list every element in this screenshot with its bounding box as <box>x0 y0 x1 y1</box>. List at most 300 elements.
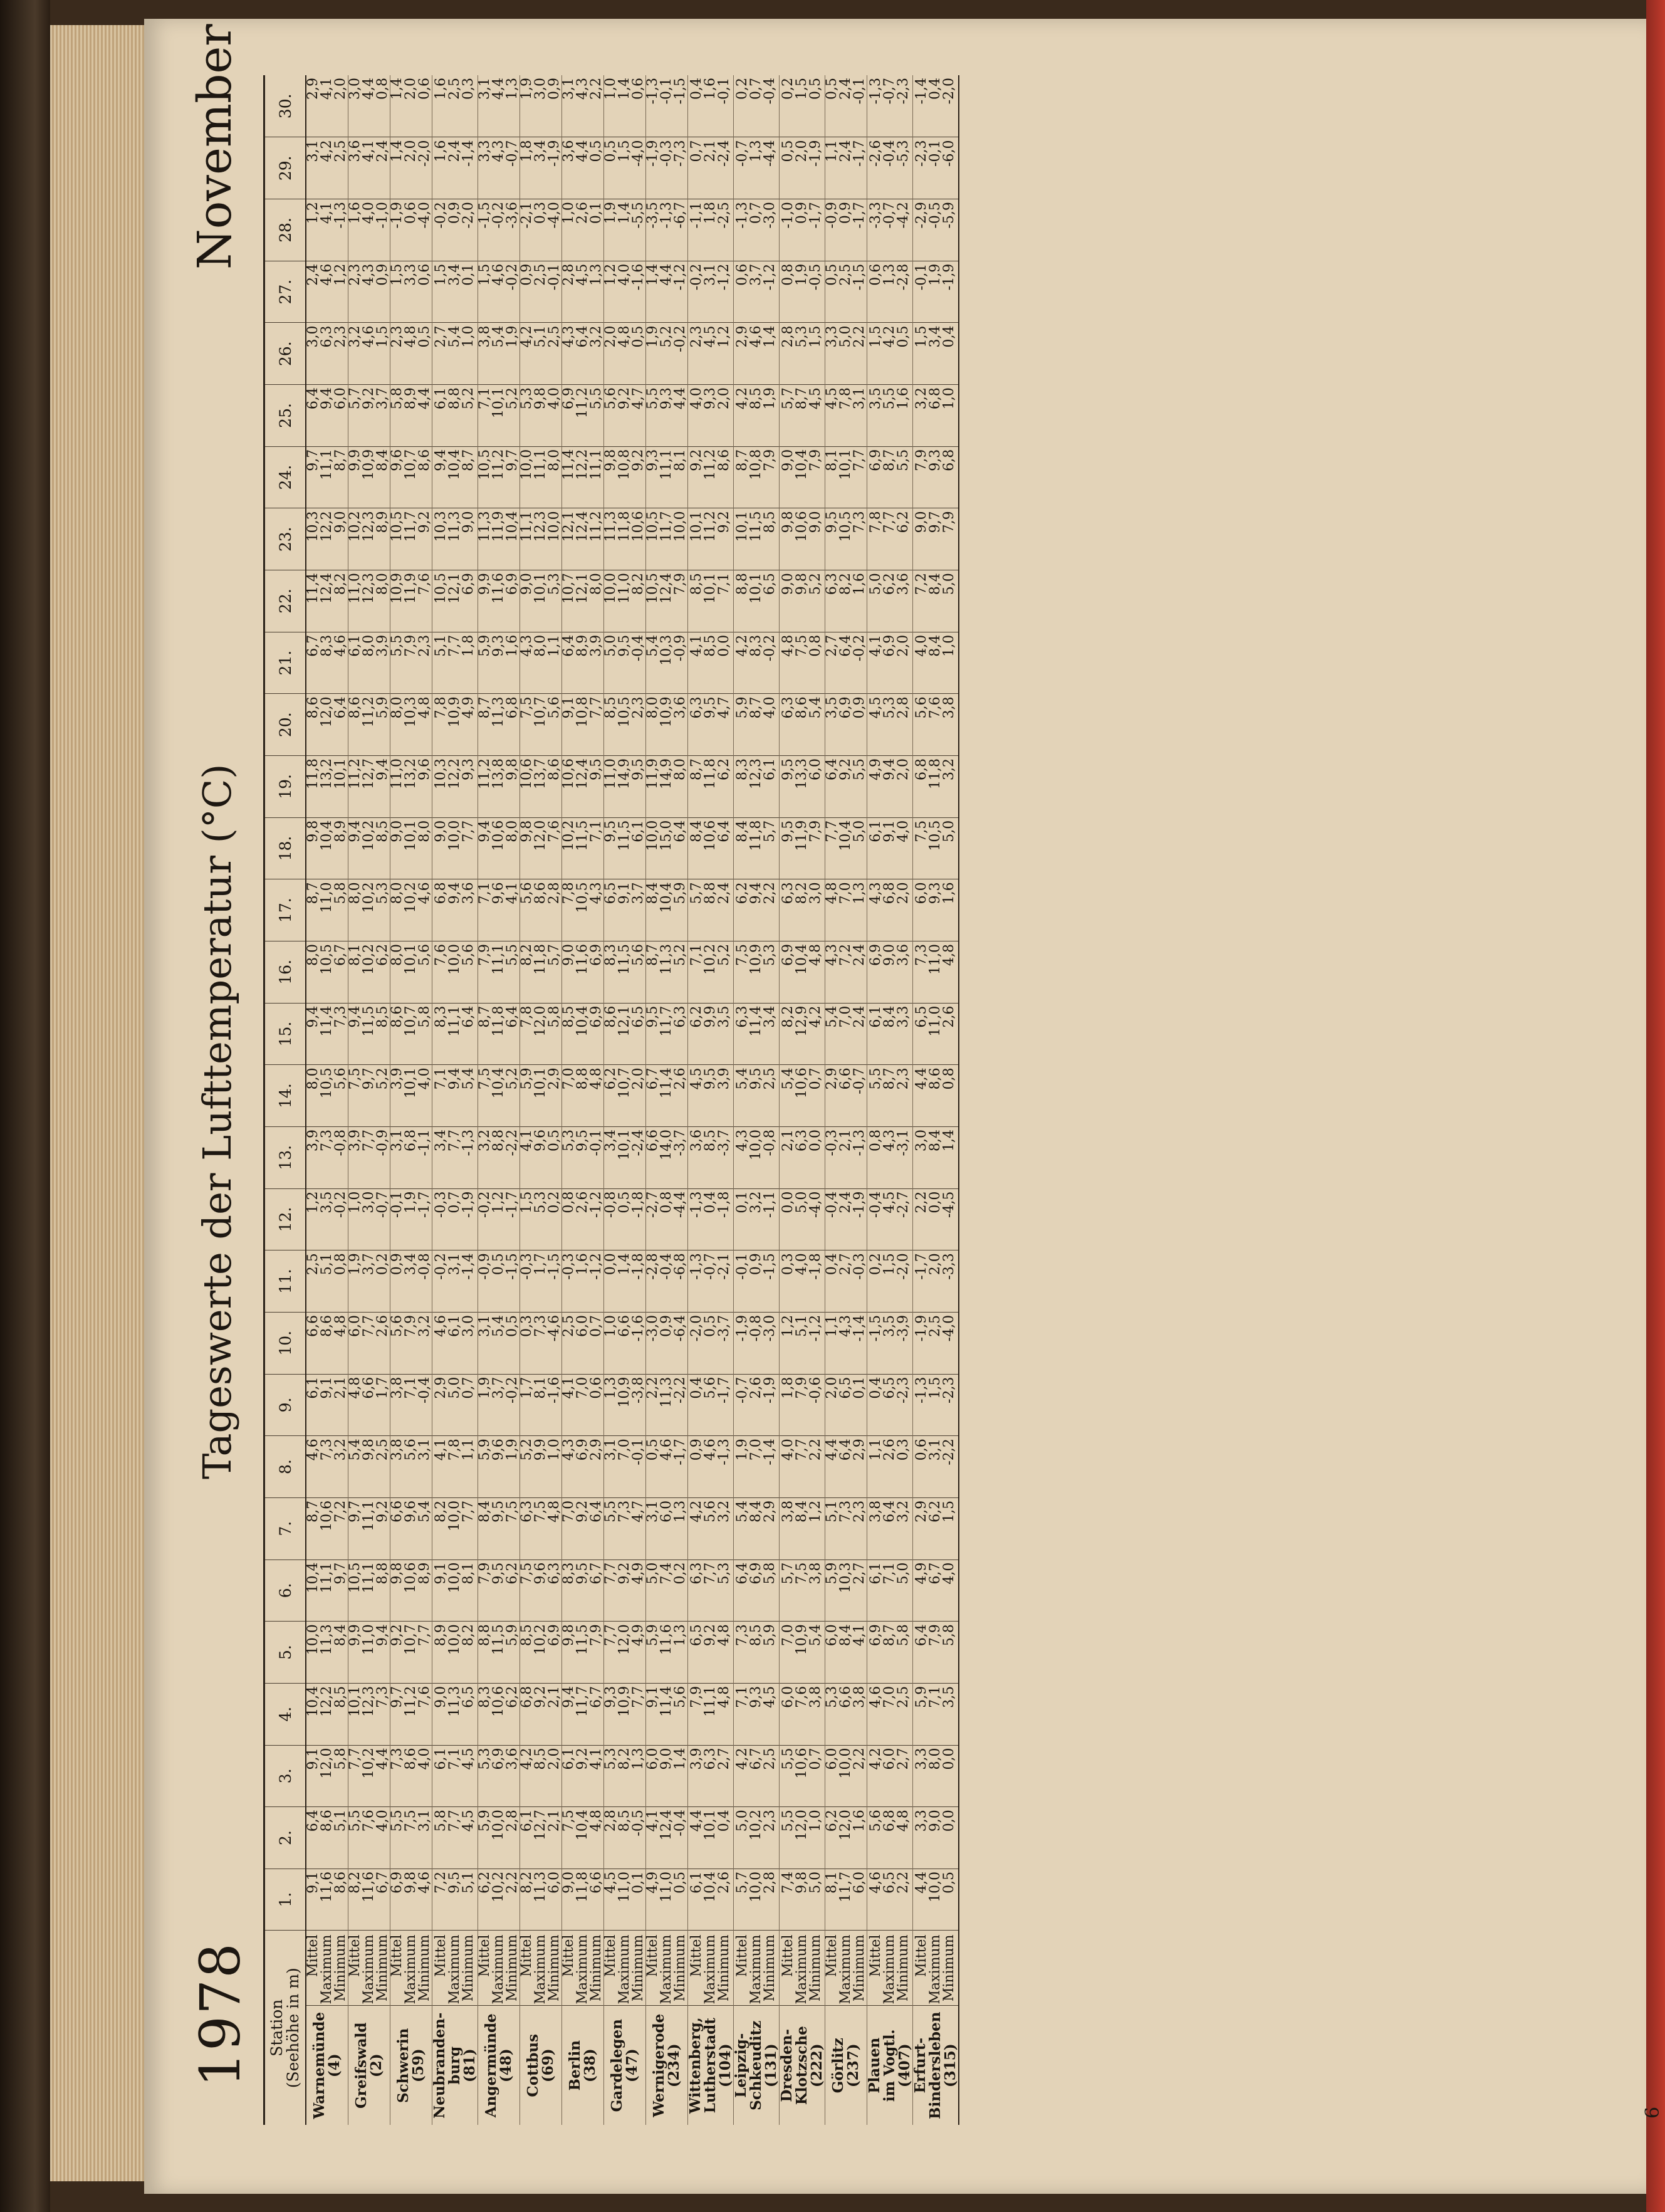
temperature-cell: 7,0 8,8 4,8 <box>562 1065 604 1127</box>
temperature-cell: 8,0 10,9 3,6 <box>646 694 688 756</box>
temperature-cell: 6,8 9,2 2,1 <box>520 1683 562 1745</box>
temperature-cell: 6,1 7,1 5,0 <box>867 1559 913 1622</box>
temperature-cell: 9,6 10,7 8,6 <box>390 446 432 508</box>
temperature-cell: 4,5 9,5 3,9 <box>688 1065 734 1127</box>
temperature-cell: 0,1 3,2 -1,1 <box>734 1188 780 1250</box>
temperature-cell: 3,1 7,0 -0,1 <box>604 1436 646 1498</box>
temperature-cell: 5,6 7,6 3,8 <box>913 694 959 756</box>
temperature-cell: 9,3 11,1 8,1 <box>646 446 688 508</box>
temperature-cell: 6,0 9,0 1,4 <box>646 1745 688 1807</box>
temperature-cell: 6,1 8,4 3,3 <box>867 1003 913 1065</box>
temperature-cell: 4,1 12,4 -0,4 <box>646 1807 688 1869</box>
temperature-cell: 1,7 8,1 -1,6 <box>520 1374 562 1436</box>
temperature-cell: 9,0 10,1 5,3 <box>520 570 562 632</box>
temperature-cell: 1,1 4,3 -1,4 <box>825 1312 867 1374</box>
day-column-header: 23. <box>264 508 306 570</box>
temperature-cell: 3,3 9,0 0,0 <box>913 1807 959 1869</box>
day-column-header: 13. <box>264 1126 306 1188</box>
temperature-cell: 5,9 10,0 2,8 <box>478 1807 520 1869</box>
temperature-cell: 2,5 5,1 0,8 <box>306 1250 348 1313</box>
temperature-cell: 7,7 10,2 4,4 <box>348 1745 390 1807</box>
temperature-cell: 1,0 6,6 -1,6 <box>604 1312 646 1374</box>
temperature-cell: 10,2 11,5 7,1 <box>562 817 604 879</box>
value-type-labels: Mittel Maximum Minimum <box>562 1931 604 2006</box>
temperature-cell: 7,9 9,3 6,8 <box>913 446 959 508</box>
temperature-cell: 0,0 5,0 -4,0 <box>780 1188 825 1250</box>
temperature-cell: 9,4 10,4 8,7 <box>432 446 478 508</box>
day-column-header: 15. <box>264 1003 306 1065</box>
temperature-cell: 1,4 2,0 -2,0 <box>390 137 432 199</box>
temperature-cell: 10,5 12,4 7,9 <box>646 570 688 632</box>
temperature-cell: 11,2 13,8 9,8 <box>478 756 520 818</box>
temperature-cell: 8,8 10,1 6,5 <box>734 570 780 632</box>
temperature-cell: -0,1 1,9 -1,7 <box>390 1188 432 1250</box>
table-row <box>780 75 825 2125</box>
temperature-cell: 6,4 9,2 5,5 <box>825 756 867 818</box>
station-name: Erfurt- Bindersleben (315) <box>913 2006 959 2125</box>
temperature-cell: 11,0 13,2 9,6 <box>390 756 432 818</box>
temperature-cell: 5,4 10,6 0,7 <box>780 1065 825 1127</box>
temperature-cell: 3,8 5,6 3,1 <box>390 1436 432 1498</box>
temperature-cell: 6,3 7,5 4,8 <box>520 1497 562 1559</box>
temperature-cell: 2,8 8,5 -0,5 <box>604 1807 646 1869</box>
temperature-cell: 6,0 7,6 3,8 <box>780 1683 825 1745</box>
temperature-cell: 7,9 9,5 6,2 <box>478 1559 520 1622</box>
temperature-cell: 7,9 11,1 4,8 <box>688 1683 734 1745</box>
temperature-cell: 1,5 4,6 -0,2 <box>478 261 520 323</box>
temperature-cell: 0,8 2,6 -1,2 <box>562 1188 604 1250</box>
table-row <box>348 75 390 2125</box>
temperature-cell: 5,9 10,1 2,9 <box>520 1065 562 1127</box>
table-row <box>734 75 780 2125</box>
temperature-cell: 10,7 12,1 8,0 <box>562 570 604 632</box>
temperature-cell: 2,3 4,8 0,5 <box>390 323 432 385</box>
day-column-header: 11. <box>264 1250 306 1313</box>
temperature-cell: 0,9 3,4 -0,8 <box>390 1250 432 1313</box>
temperature-cell: 8,8 11,5 5,9 <box>478 1622 520 1684</box>
temperature-cell: 7,3 11,0 4,8 <box>913 941 959 1004</box>
temperature-cell: 6,0 10,0 2,2 <box>825 1745 867 1807</box>
temperature-cell: 5,9 7,1 3,5 <box>913 1683 959 1745</box>
temperature-cell: 3,3 4,3 -0,7 <box>478 137 520 199</box>
temperature-cell: 5,7 7,5 3,8 <box>780 1559 825 1622</box>
station-name: Angermünde (48) <box>478 2006 520 2125</box>
temperature-cell: 6,9 11,2 5,5 <box>562 385 604 447</box>
temperature-cell: 7,5 10,4 5,2 <box>478 1065 520 1127</box>
table-body <box>306 75 959 2125</box>
temperature-cell: 1,9 5,2 -0,2 <box>646 323 688 385</box>
temperature-cell: 7,8 10,5 4,3 <box>562 879 604 941</box>
temperature-cell: 0,5 2,5 -1,5 <box>825 261 867 323</box>
temperature-cell: 7,1 9,3 4,5 <box>734 1683 780 1745</box>
temperature-cell: 0,2 0,7 -0,4 <box>734 75 780 137</box>
temperature-cell: 2,9 4,6 1,4 <box>734 323 780 385</box>
temperature-cell: 8,2 11,6 6,7 <box>348 1869 390 1931</box>
temperature-cell: -1,3 1,5 -2,3 <box>913 1374 959 1436</box>
table-row <box>867 75 913 2125</box>
temperature-cell: 6,2 12,0 1,6 <box>825 1807 867 1869</box>
temperature-cell: 1,9 3,7 -0,2 <box>478 1374 520 1436</box>
temperature-cell: 3,8 6,4 3,2 <box>867 1497 913 1559</box>
temperature-cell: 11,1 12,3 10,0 <box>520 508 562 570</box>
temperature-cell: 10,5 11,7 9,2 <box>390 508 432 570</box>
temperature-cell: 9,1 12,0 5,8 <box>306 1745 348 1807</box>
temperature-cell: 4,3 10,0 -0,8 <box>734 1126 780 1188</box>
temperature-cell: 2,8 4,5 1,3 <box>562 261 604 323</box>
temperature-cell: 6,3 8,6 5,4 <box>780 694 825 756</box>
temperature-cell: 6,9 9,8 4,6 <box>390 1869 432 1931</box>
temperature-cell: 2,9 5,0 0,7 <box>432 1374 478 1436</box>
temperature-cell: 10,5 11,2 9,7 <box>478 446 520 508</box>
temperature-cell: 7,9 11,1 5,5 <box>478 941 520 1004</box>
temperature-cell: 4,8 6,6 1,7 <box>348 1374 390 1436</box>
temperature-cell: 7,7 12,0 4,9 <box>604 1622 646 1684</box>
temperature-cell: 7,2 8,4 5,0 <box>913 570 959 632</box>
rotated-page-content <box>188 24 1664 2125</box>
temperature-cell: 9,1 10,8 7,7 <box>562 694 604 756</box>
temperature-cell: 0,5 4,6 -1,7 <box>646 1436 688 1498</box>
year-heading: 1978 <box>188 1942 253 2087</box>
temperature-cell: 4,2 6,7 2,5 <box>734 1745 780 1807</box>
temperature-cell: 5,5 7,6 4,0 <box>348 1807 390 1869</box>
temperature-cell: -0,3 2,1 -1,3 <box>825 1126 867 1188</box>
temperature-cell: 3,1 6,0 1,3 <box>646 1497 688 1559</box>
day-column-header: 2. <box>264 1807 306 1869</box>
temperature-cell: 10,5 11,7 10,0 <box>646 508 688 570</box>
temperature-cell: 6,0 9,3 1,6 <box>913 879 959 941</box>
temperature-cell: -2,0 0,5 -3,7 <box>688 1312 734 1374</box>
day-column-header: 10. <box>264 1312 306 1374</box>
temperature-cell: 9,4 10,2 8,5 <box>348 817 390 879</box>
temperature-cell: 4,1 7,8 1,1 <box>432 1436 478 1498</box>
temperature-cell: -1,0 0,9 -1,7 <box>780 199 825 261</box>
temperature-cell: 6,0 7,7 2,6 <box>348 1312 390 1374</box>
temperature-cell: 7,8 7,7 6,2 <box>867 508 913 570</box>
temperature-cell: 9,0 11,6 6,9 <box>562 941 604 1004</box>
temperature-cell: 9,1 11,4 5,6 <box>646 1683 688 1745</box>
temperature-cell: 1,0 2,6 0,1 <box>562 199 604 261</box>
temperature-cell: 10,4 11,1 9,7 <box>306 1559 348 1622</box>
temperature-cell: 6,2 9,9 3,5 <box>688 1003 734 1065</box>
temperature-cell: 0,4 2,7 -0,3 <box>825 1250 867 1313</box>
temperature-cell: -2,7 0,8 -4,4 <box>646 1188 688 1250</box>
temperature-cell: 10,1 11,5 8,5 <box>734 508 780 570</box>
temperature-cell: 4,1 6,9 2,0 <box>867 632 913 694</box>
temperature-cell: 1,5 3,4 0,4 <box>913 323 959 385</box>
table-title: Tageswerte der Lufttemperatur (°C) <box>194 763 240 1479</box>
temperature-cell: 7,5 9,7 5,2 <box>348 1065 390 1127</box>
station-name: Gardelegen (47) <box>604 2006 646 2125</box>
station-name: Dresden- Klotzsche (222) <box>780 2006 825 2125</box>
temperature-cell: 8,0 10,3 4,8 <box>390 694 432 756</box>
temperature-cell: 3,5 5,5 1,6 <box>867 385 913 447</box>
temperature-cell: 8,1 10,2 6,2 <box>348 941 390 1004</box>
temperature-cell: 1,8 3,4 -1,9 <box>520 137 562 199</box>
temperature-cell: 9,0 10,4 7,9 <box>780 446 825 508</box>
temperature-cell: 4,3 6,8 2,0 <box>867 879 913 941</box>
temperature-cell: 4,3 7,2 2,4 <box>825 941 867 1004</box>
temperature-cell: 8,1 10,1 7,7 <box>825 446 867 508</box>
temperature-cell: 4,0 8,4 1,0 <box>913 632 959 694</box>
page-number: 6 <box>1642 2106 1664 2119</box>
temperature-cell: 9,0 11,3 6,5 <box>432 1683 478 1745</box>
temperature-cell: 5,6 7,9 3,2 <box>390 1312 432 1374</box>
temperature-cell: 9,0 10,0 7,7 <box>432 817 478 879</box>
temperature-cell: -1,3 0,4 -1,8 <box>688 1188 734 1250</box>
temperature-cell: 6,1 8,0 3,9 <box>348 632 390 694</box>
temperature-cell: 3,9 6,3 2,7 <box>688 1745 734 1807</box>
temperature-cell: -2,6 -0,4 -5,3 <box>867 137 913 199</box>
temperature-cell: -0,9 0,5 -1,5 <box>478 1250 520 1313</box>
temperature-cell: 3,1 5,4 0,5 <box>478 1312 520 1374</box>
temperature-cell: 5,9 11,6 1,3 <box>646 1622 688 1684</box>
temperature-cell: 1,5 4,2 0,5 <box>867 323 913 385</box>
temperature-cell: 9,9 10,9 8,4 <box>348 446 390 508</box>
temperature-cell: 8,0 10,2 5,3 <box>348 879 390 941</box>
temperature-cell: 7,1 9,4 5,4 <box>432 1065 478 1127</box>
temperature-cell: 9,0 11,8 6,6 <box>562 1869 604 1931</box>
temperature-cell: 6,1 12,7 2,1 <box>520 1807 562 1869</box>
temperature-cell: 0,3 4,0 -1,8 <box>780 1250 825 1313</box>
temperature-cell: 8,3 11,5 5,6 <box>604 941 646 1004</box>
day-column-header: 30. <box>264 75 306 137</box>
temperature-cell: 0,3 7,3 -4,6 <box>520 1312 562 1374</box>
temperature-cell: 3,1 4,3 2,2 <box>562 75 604 137</box>
temperature-cell: 5,8 8,9 4,4 <box>390 385 432 447</box>
temperature-cell: 5,5 10,6 0,7 <box>780 1745 825 1807</box>
temperature-cell: -1,3 -0,7 -2,1 <box>688 1250 734 1313</box>
temperature-cell: 9,4 11,5 8,5 <box>348 1003 390 1065</box>
temperature-cell: 1,4 2,0 0,6 <box>390 75 432 137</box>
day-column-header: 14. <box>264 1065 306 1127</box>
station-name: Neubranden- burg (81) <box>432 2006 478 2125</box>
temperature-cell: 6,9 8,7 5,5 <box>867 446 913 508</box>
temperature-cell: 9,8 10,4 8,9 <box>306 817 348 879</box>
table-row <box>306 75 348 2125</box>
temperature-cell: -0,3 1,6 -1,2 <box>562 1250 604 1313</box>
temperature-cell: 4,1 7,0 0,6 <box>562 1374 604 1436</box>
temperature-cell: 4,8 7,5 0,8 <box>780 632 825 694</box>
temperature-cell: 2,4 4,6 1,2 <box>306 261 348 323</box>
temperature-cell: 8,9 10,0 8,2 <box>432 1622 478 1684</box>
temperature-cell: 2,2 11,3 -2,2 <box>646 1374 688 1436</box>
temperature-cell: 0,4 5,6 -1,7 <box>688 1374 734 1436</box>
temperature-cell: 9,8 11,5 7,9 <box>562 1622 604 1684</box>
temperature-cell: 5,6 6,8 4,8 <box>867 1807 913 1869</box>
temperature-cell: -0,2 3,1 -1,4 <box>432 1250 478 1313</box>
table-row <box>478 75 520 2125</box>
temperature-cell: 1,9 1,4 -5,5 <box>604 199 646 261</box>
temperature-cell: 1,9 7,0 -1,4 <box>734 1436 780 1498</box>
temperature-cell: 9,9 11,6 6,9 <box>478 570 520 632</box>
temperature-cell: 8,0 10,2 4,6 <box>390 879 432 941</box>
temperature-cell: 1,3 10,9 -3,8 <box>604 1374 646 1436</box>
day-column-header: 22. <box>264 570 306 632</box>
temperature-cell: 4,3 6,4 3,2 <box>562 323 604 385</box>
temperature-cell: 4,4 10,1 0,4 <box>688 1807 734 1869</box>
temperature-cell: -1,3 -0,1 -1,5 <box>646 75 688 137</box>
temperature-cell: -0,7 2,6 -1,9 <box>734 1374 780 1436</box>
temperature-cell: 11,3 11,9 10,4 <box>478 508 520 570</box>
temperature-cell: -2,1 0,3 -4,0 <box>520 199 562 261</box>
temperature-cell: 8,3 10,6 6,2 <box>478 1683 520 1745</box>
temperature-cell: 9,0 9,7 7,9 <box>913 508 959 570</box>
temperature-cell: -1,9 2,5 -4,0 <box>913 1312 959 1374</box>
temperature-cell: -0,4 4,5 -2,7 <box>867 1188 913 1250</box>
day-column-header: 7. <box>264 1497 306 1559</box>
temperature-cell: 2,9 6,2 1,5 <box>913 1497 959 1559</box>
temperature-cell: 8,5 10,5 2,3 <box>604 694 646 756</box>
station-name: Greifswald (2) <box>348 2006 390 2125</box>
temperature-cell: 8,4 10,4 5,9 <box>646 879 688 941</box>
temperature-cell: -1,5 3,5 -3,9 <box>867 1312 913 1374</box>
temperature-cell: 6,3 8,2 3,0 <box>780 879 825 941</box>
table-row <box>825 75 867 2125</box>
temperature-cell: 8,4 9,5 7,5 <box>478 1497 520 1559</box>
temperature-cell: 6,4 6,9 5,8 <box>734 1559 780 1622</box>
temperature-cell: -3,3 -0,7 -4,2 <box>867 199 913 261</box>
temperature-cell: 8,0 10,5 6,7 <box>306 941 348 1004</box>
temperature-cell: 5,4 9,8 2,5 <box>348 1436 390 1498</box>
temperature-cell: 4,6 6,1 3,0 <box>432 1312 478 1374</box>
temperature-cell: 4,2 8,5 1,9 <box>734 385 780 447</box>
temperature-cell: 4,5 5,3 2,8 <box>867 694 913 756</box>
temperature-cell: 8,7 11,0 5,8 <box>306 879 348 941</box>
temperature-cell: 9,2 11,2 8,6 <box>688 446 734 508</box>
temperature-cell: 7,5 10,4 4,8 <box>562 1807 604 1869</box>
temperature-cell: 9,4 10,6 8,0 <box>478 817 520 879</box>
temperature-cell: -0,9 0,9 -1,7 <box>825 199 867 261</box>
temperature-cell: 5,4 8,4 2,9 <box>734 1497 780 1559</box>
temperature-cell: 7,0 10,9 5,4 <box>780 1622 825 1684</box>
temperature-cell: -0,2 3,1 -1,2 <box>688 261 734 323</box>
temperature-cell: 5,3 6,9 3,6 <box>478 1745 520 1807</box>
temperature-cell: 6,6 8,6 4,8 <box>306 1312 348 1374</box>
temperature-cell: 10,9 11,9 7,6 <box>390 570 432 632</box>
temperature-cell: 0,9 4,6 -1,3 <box>688 1436 734 1498</box>
temperature-cell: 4,1 8,5 0,0 <box>688 632 734 694</box>
temperature-cell: 8,7 11,3 6,8 <box>478 694 520 756</box>
temperature-cell: 2,3 4,5 1,2 <box>688 323 734 385</box>
temperature-cell: 6,5 9,2 4,8 <box>688 1622 734 1684</box>
temperature-cell: 5,7 8,7 4,5 <box>780 385 825 447</box>
temperature-cell: 6,3 11,4 3,4 <box>734 1003 780 1065</box>
temperature-cell: 8,6 11,2 5,9 <box>348 694 390 756</box>
temperature-cell: 4,0 9,3 2,0 <box>688 385 734 447</box>
station-name: Leipzig- Schkeuditz (131) <box>734 2006 780 2125</box>
temperature-cell: 5,7 9,2 3,7 <box>348 385 390 447</box>
temperature-cell: 1,0 1,4 0,6 <box>604 75 646 137</box>
temperature-cell: 5,9 9,6 1,9 <box>478 1436 520 1498</box>
temperature-cell: 10,0 11,3 8,4 <box>306 1622 348 1684</box>
temperature-cell: 5,1 7,7 1,8 <box>432 632 478 694</box>
temperature-cell: 3,3 8,0 0,0 <box>913 1745 959 1807</box>
temperature-cell: 9,5 11,7 6,3 <box>646 1003 688 1065</box>
temperature-cell: 6,1 9,1 4,0 <box>867 817 913 879</box>
temperature-cell: 1,2 5,1 -1,2 <box>780 1312 825 1374</box>
temperature-cell: 2,2 0,0 -4,5 <box>913 1188 959 1250</box>
table-row <box>913 75 959 2125</box>
temperature-cell: 3,0 6,3 2,3 <box>306 323 348 385</box>
value-type-labels: Mittel Maximum Minimum <box>306 1931 348 2006</box>
temperature-cell: 4,9 9,4 2,0 <box>867 756 913 818</box>
temperature-cell: 2,5 6,0 0,7 <box>562 1312 604 1374</box>
day-column-header: 5. <box>264 1622 306 1684</box>
temperature-cell: 5,5 7,9 2,3 <box>390 632 432 694</box>
temperature-cell: 6,4 9,4 6,0 <box>306 385 348 447</box>
temperature-cell: 10,5 12,1 6,9 <box>432 570 478 632</box>
temperature-cell: 6,1 7,1 4,5 <box>432 1745 478 1807</box>
temperature-cell: 6,2 10,2 2,2 <box>478 1869 520 1931</box>
day-column-header: 20. <box>264 694 306 756</box>
temperature-cell: 0,9 2,5 -0,1 <box>520 261 562 323</box>
table-row <box>688 75 734 2125</box>
temperature-cell: 9,8 10,6 8,9 <box>390 1559 432 1622</box>
temperature-cell: 3,0 4,4 0,8 <box>348 75 390 137</box>
value-type-labels: Mittel Maximum Minimum <box>520 1931 562 2006</box>
temperature-cell: 3,1 4,4 1,3 <box>478 75 520 137</box>
temperature-cell: -0,1 1,9 -1,9 <box>913 261 959 323</box>
temperature-cell: 5,5 7,5 3,1 <box>390 1807 432 1869</box>
temperature-cell: 1,5 5,3 0,2 <box>520 1188 562 1250</box>
temperature-cell: 1,0 3,0 -0,7 <box>348 1188 390 1250</box>
temperature-cell: 8,7 11,8 6,4 <box>478 1003 520 1065</box>
temperature-cell: 8,5 10,4 6,9 <box>562 1003 604 1065</box>
station-name: Schwerin (59) <box>390 2006 432 2125</box>
temperature-cell: 0,4 1,6 -0,1 <box>688 75 734 137</box>
temperature-cell: 8,3 12,3 6,1 <box>734 756 780 818</box>
temperature-cell: 7,0 9,2 6,4 <box>562 1497 604 1559</box>
temperature-cell: 6,4 8,6 5,1 <box>306 1807 348 1869</box>
day-column-header: 4. <box>264 1683 306 1745</box>
temperature-cell: 9,8 12,0 7,6 <box>520 817 562 879</box>
temperature-cell: 3,1 4,2 2,5 <box>306 137 348 199</box>
temperature-cell: 10,2 12,3 8,9 <box>348 508 390 570</box>
temperature-cell: 9,3 10,9 7,7 <box>604 1683 646 1745</box>
temperature-cell: 4,2 5,6 3,2 <box>688 1497 734 1559</box>
temperature-cell: 3,6 4,1 2,4 <box>348 137 390 199</box>
temperature-cell: 6,3 7,7 5,3 <box>688 1559 734 1622</box>
temperature-cell: 6,9 8,7 5,8 <box>867 1622 913 1684</box>
temperature-cell: 5,3 9,5 -0,1 <box>562 1126 604 1188</box>
day-column-header: 21. <box>264 632 306 694</box>
temperature-cell: 8,7 11,3 5,2 <box>646 941 688 1004</box>
temperature-cell: 5,9 9,3 1,6 <box>478 632 520 694</box>
temperature-cell: 4,6 7,3 3,2 <box>306 1436 348 1498</box>
temperature-cell: 7,5 10,5 5,0 <box>913 817 959 879</box>
day-column-header: 12. <box>264 1188 306 1250</box>
temperature-cell: 2,1 6,3 0,0 <box>780 1126 825 1188</box>
temperature-cell: 2,7 6,4 -0,2 <box>825 632 867 694</box>
temperature-cell: 6,7 11,4 2,6 <box>646 1065 688 1127</box>
value-type-labels: Mittel Maximum Minimum <box>734 1931 780 2006</box>
temperature-cell: 5,0 10,2 2,3 <box>734 1807 780 1869</box>
temperature-cell: -0,2 1,2 -1,7 <box>478 1188 520 1250</box>
temperature-cell: -3,5 -1,3 -6,7 <box>646 199 688 261</box>
value-type-labels: Mittel Maximum Minimum <box>390 1931 432 2006</box>
temperature-cell: 5,6 9,2 4,7 <box>604 385 646 447</box>
temperature-cell: 9,5 13,3 6,0 <box>780 756 825 818</box>
temperature-cell: 5,9 8,7 4,0 <box>734 694 780 756</box>
temperature-cell: 11,0 14,9 9,5 <box>604 756 646 818</box>
temperature-cell: 4,5 11,0 0,1 <box>604 1869 646 1931</box>
temperature-cell: 0,6 3,1 -2,2 <box>913 1436 959 1498</box>
station-column-header: Station (Seehöhe in m) <box>264 1931 306 2125</box>
temperature-cell: 5,4 7,0 2,4 <box>825 1003 867 1065</box>
temperature-cell: 2,9 6,6 -0,7 <box>825 1065 867 1127</box>
temperature-cell: 1,2 4,1 -1,3 <box>306 199 348 261</box>
temperature-cell: 10,3 12,2 9,3 <box>432 756 478 818</box>
